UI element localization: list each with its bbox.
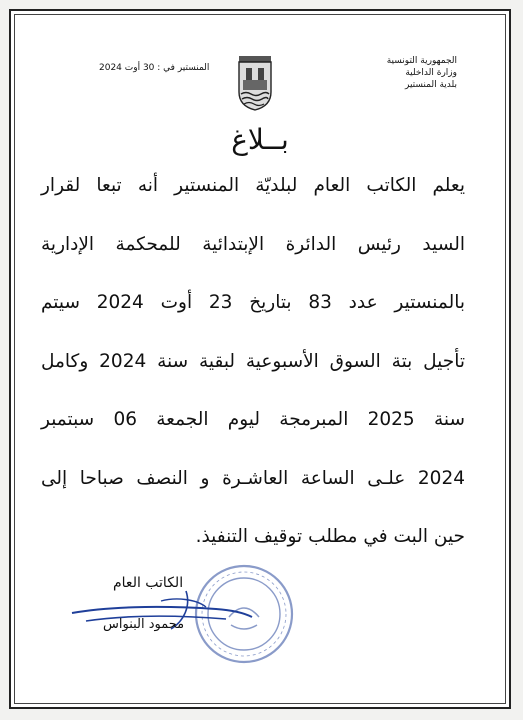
letterhead <box>387 55 457 91</box>
body-line-6: 2024 علـى الساعة العاشـرة و النصف صباحا إلى <box>41 467 465 489</box>
body-line-1: يعلم الكاتب العام لبلديّة المنستير أنه تبعا لقرار <box>41 175 465 196</box>
letterhead-republic: الجمهورية التونسية <box>386 56 457 66</box>
signatory-name: محمود البنواس <box>103 617 185 632</box>
body-line-4: تأجيل بتة السوق الأسبوعية لبقية سنة 2024 وكامل <box>41 350 465 372</box>
body-line-5: سنة 2025 المبرمجة ليوم الجمعة 06 سبتمبر <box>41 409 465 430</box>
announcement-body <box>41 164 465 574</box>
body-line-2: السيد رئيس الدائرة الإبتدائية للمحكمة الإدارية <box>41 233 465 255</box>
body-line-3: بالمنستير عدد 83 بتاريخ 23 أوت 2024 سيتم <box>41 292 466 313</box>
municipal-coat-of-arms-icon <box>235 54 275 112</box>
document-page <box>9 9 511 709</box>
document-title: بــلاغ <box>231 123 289 156</box>
signatory-role: الكاتب العام <box>113 575 184 591</box>
letterhead-ministry: وزارة الداخلية <box>405 68 457 78</box>
date-line: المنستير في : 30 أوت 2024 <box>99 63 210 73</box>
letterhead-municipality: بلدية المنستير <box>405 80 457 90</box>
body-line-7: حين البت في مطلب توقيف التنفيذ. <box>195 526 465 547</box>
